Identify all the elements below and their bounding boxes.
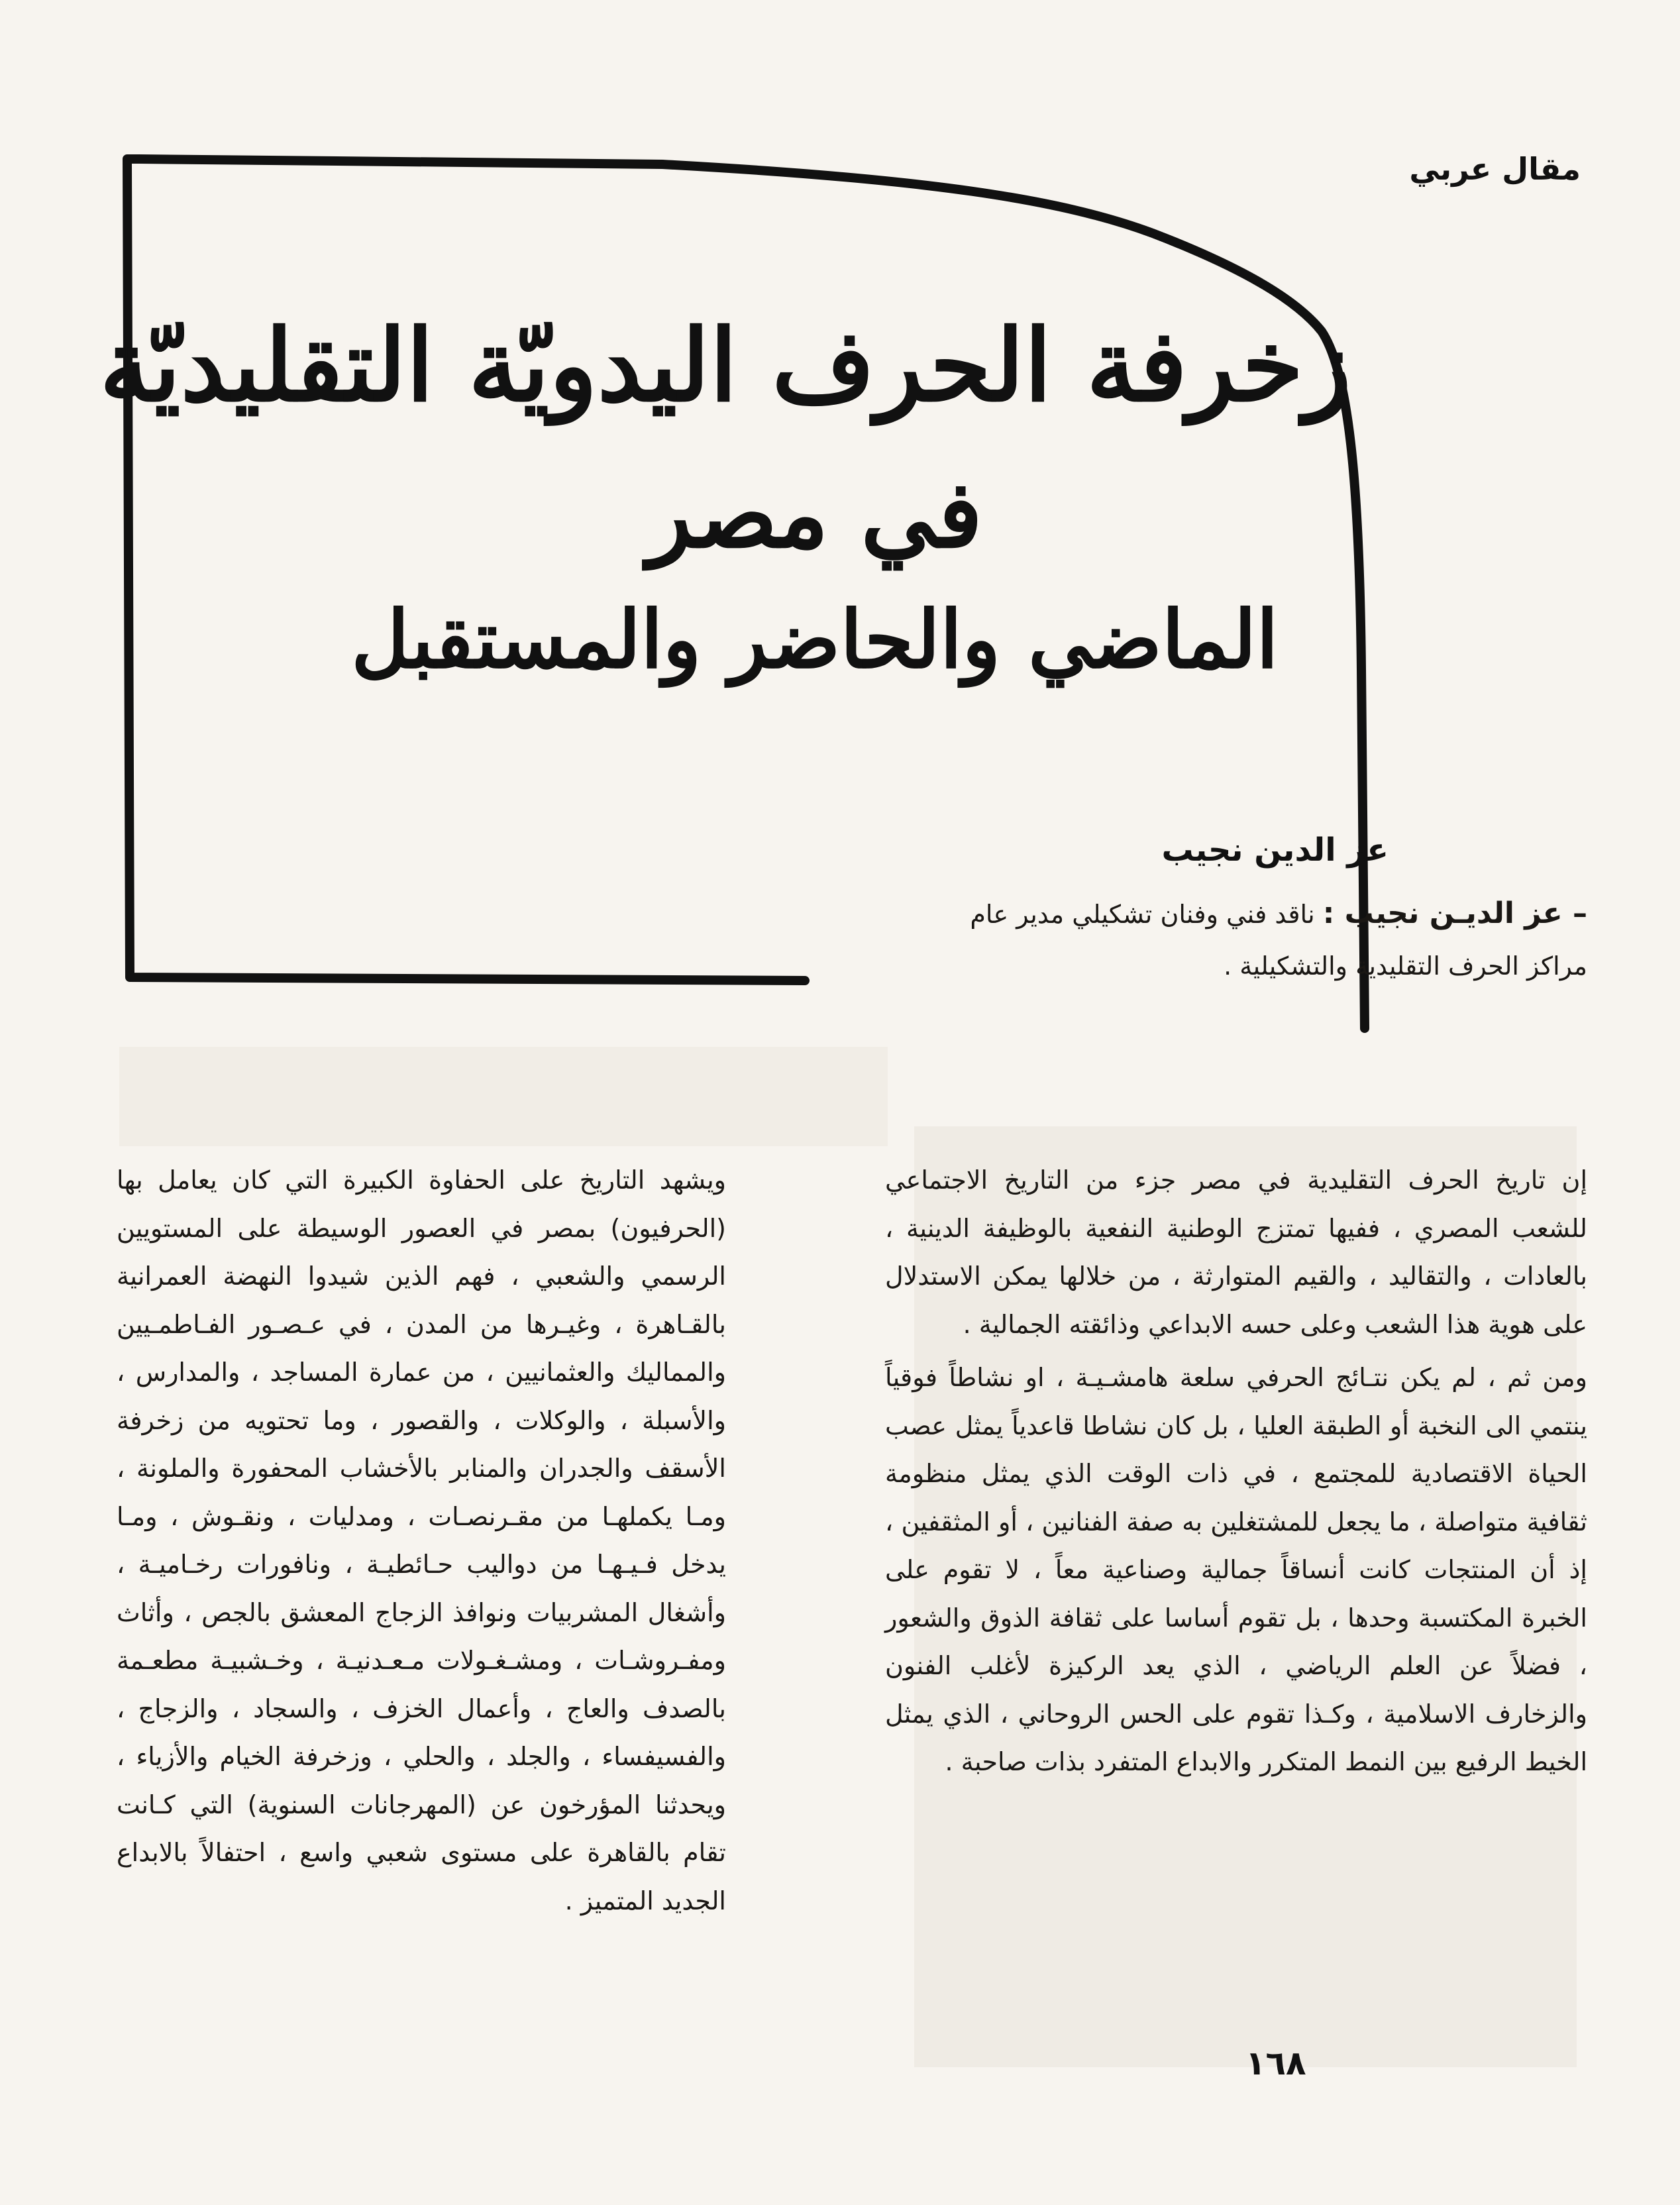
title-line-1: زخرفة الحرف اليدويّة التقليديّة [99, 307, 1351, 424]
paragraph: إن تاريخ الحرف التقليدية في مصر جزء من التاريخ الاجتماعي للشعب المصري ، ففيها تمتزج الوطنية النفعية بالوظيفة الدينية ، بالعادات ، والتقاليد ، والقيم المتوارثة ، من خلالها يمكن الاستدلال على هوية هذا الشعب وعلى حسه الابداعي وذائقته الجمالية . [885, 1165, 1587, 1339]
page-number: ١٦٨ [1245, 2044, 1306, 2082]
author-note [912, 888, 1587, 992]
body-column-right [885, 1156, 1587, 1786]
title-line-3: الماضي والحاضر والمستقبل [351, 593, 1279, 686]
author-note-text: ناقد فني وفنان تشكيلي مدير عام مراكز الحرف التقليدية والتشكيلية . [970, 900, 1587, 981]
body-column-left [117, 1156, 726, 1925]
author-note-name: – عز الديـن نجيب : [1322, 896, 1587, 930]
paragraph: ويشهد التاريخ على الحفاوة الكبيرة التي كان يعامل بها (الحرفيون) بمصر في العصور الوسيطة على المستويين الرسمي والشعبي ، فهم الذين شيدوا النهضة العمرانية بالقـاهرة ، وغيـرها من المدن ، في عـصـور الفـاطمـيين والمماليك والعثمانيين ، من عمارة المساجد ، والمدارس ، والأسبلة ، والوكلات ، والقصور ، وما تحتويه من زخرفة الأسقف والجدران والمنابر بالأخشاب المحفورة والملونة ، ومـا يكملهـا من مقـرنصـات ، ومدليات ، ونقـوش ، ومـا يدخل فـيـهـا من دواليب حـائطيـة ، ونافورات رخـاميـة ، وأشغال المشربيات ونوافذ الزجاج المعشق بالجص ، وأثاث ومفـروشـات ، ومشـغـولات مـعـدنيـة ، وخـشبيـة مطعـمة بالصدف والعاج ، وأعمال الخزف ، والسجاد ، والزجاج ، والفسيفساء ، والجلد ، والحلي ، وزخرفة الخيام والأزياء ، ويحدثنا المؤرخون عن (المهرجانات السنوية) التي كـانت تقام بالقاهرة على مستوى شعبي واسع ، احتفالاً بالابداع الجديد المتميز . [117, 1165, 726, 1915]
background-photo-strip [119, 1047, 888, 1146]
title-line-2: في مصر [647, 460, 982, 569]
paragraph: ومن ثم ، لم يكن نتـائج الحرفي سلعة هامشـيـة ، او نشاطاً فوقياً ينتمي الى النخبة أو الطبقة العليا ، بل كان نشاطا قاعدياً يمثل عصب الحياة الاقتصادية للمجتمع ، في ذات الوقت الذي يمثل منظومة ثقافية متواصلة ، ما يجعل للمشتغلين به صفة الفنانين ، أو المثقفين ، إذ أن المنتجات كانت أنساقاً جمالية وصناعية معاً ، لا تقوم على الخبرة المكتسبة وحدها ، بل تقوم أساسا على ثقافة الذوق والشعور ، فضلاً عن العلم الرياضي ، الذي يعد الركيزة لأغلب الفنون والزخارف الاسلامية ، وكـذا تقوم على الحس الروحاني ، الذي يمثل الخيط الرفيع بين النمط المتكرر والابداع المتفرد بذات صاحبة . [885, 1363, 1587, 1776]
author-name: عز الدين نجيب [1161, 832, 1389, 869]
section-label: مقال عربي [1409, 151, 1581, 187]
